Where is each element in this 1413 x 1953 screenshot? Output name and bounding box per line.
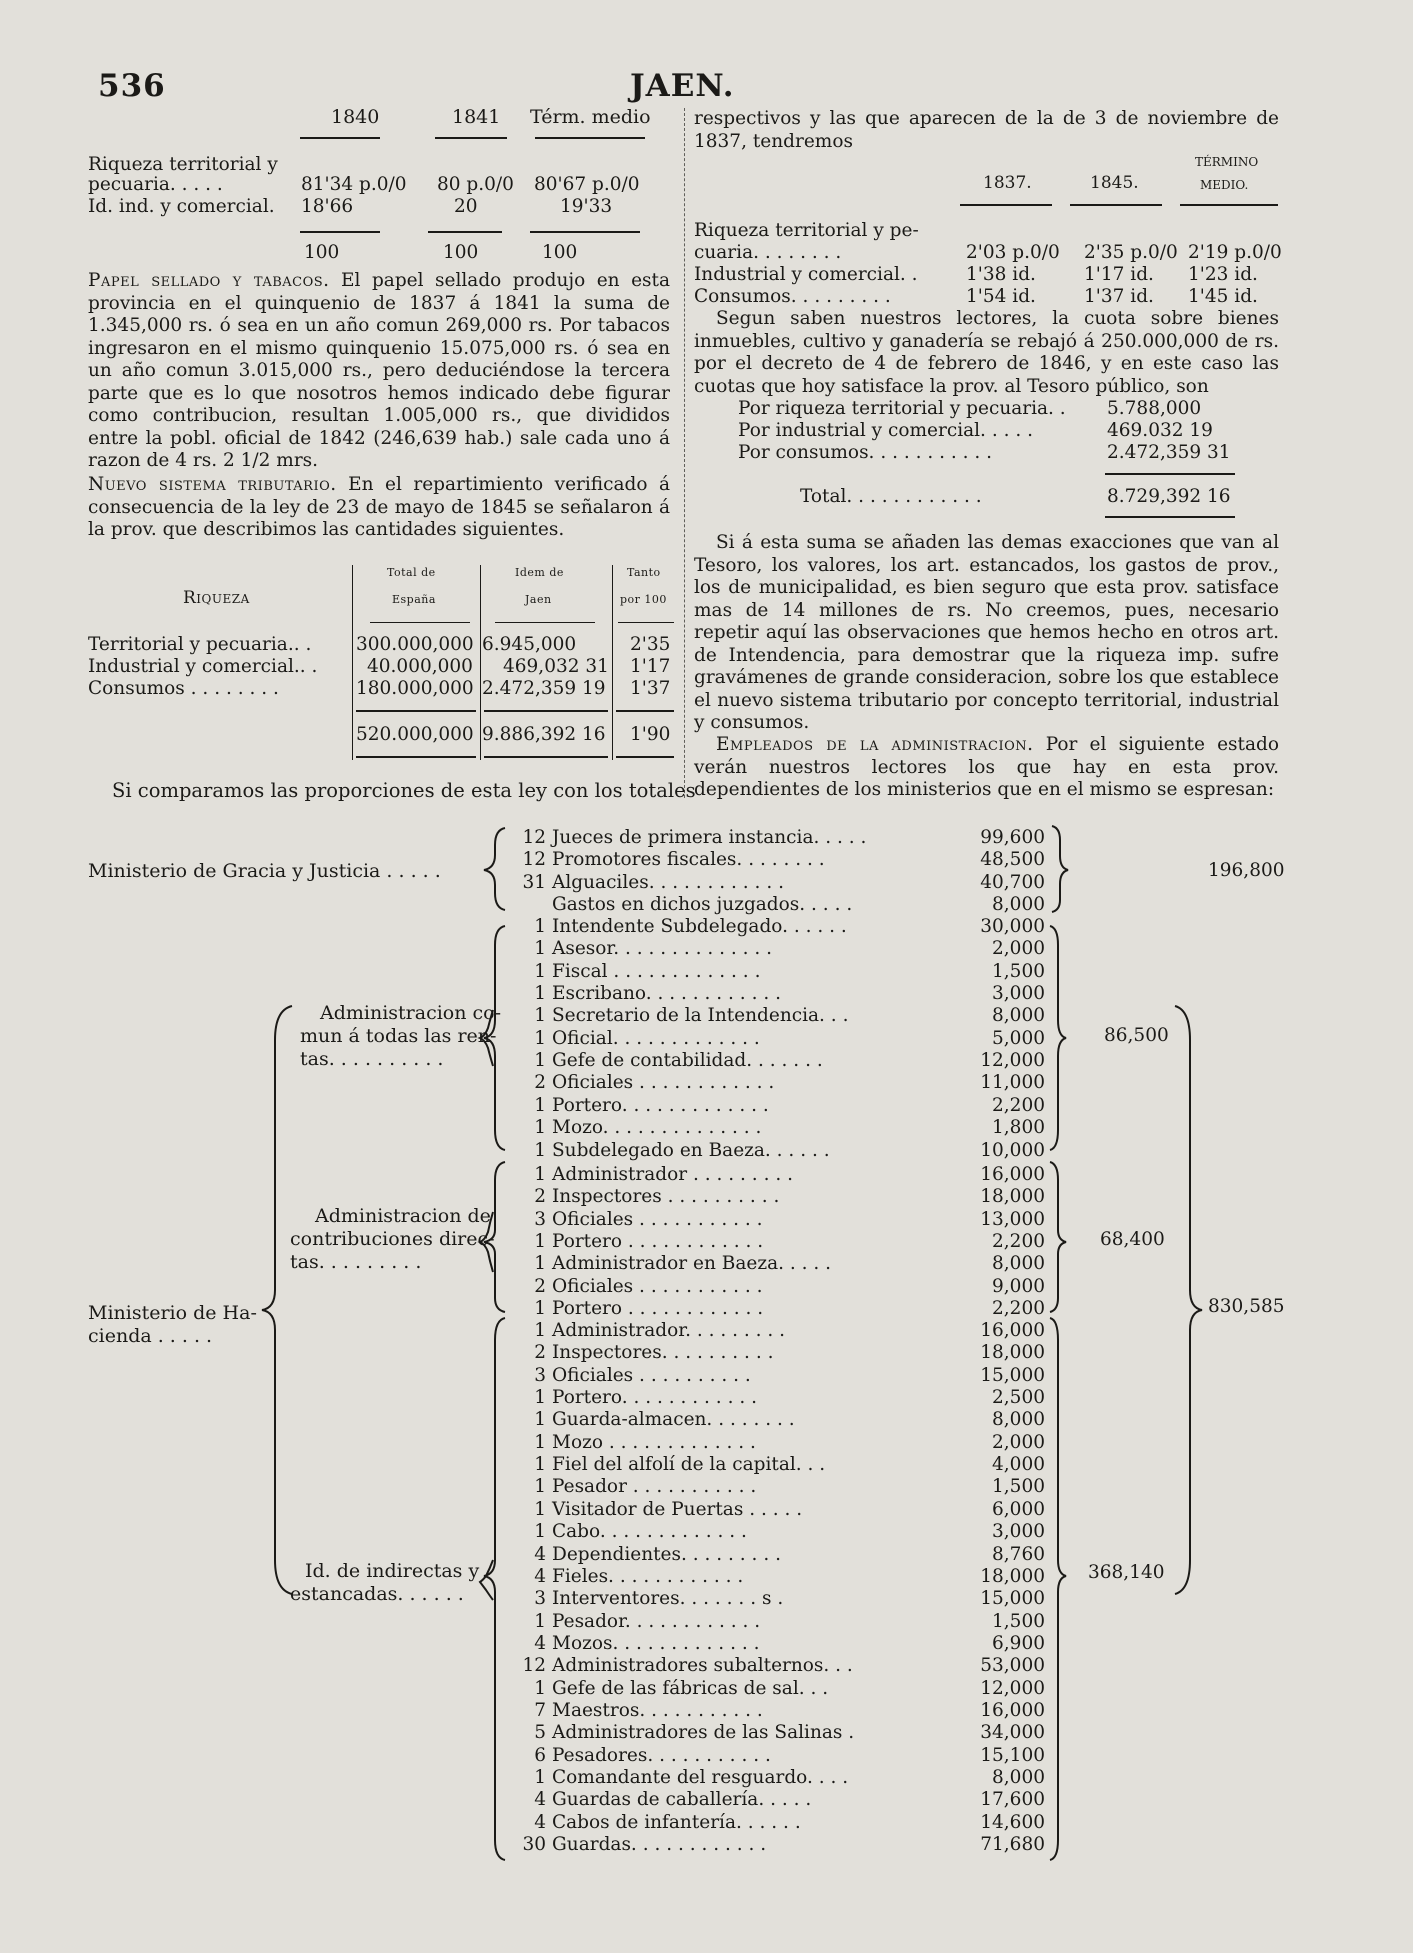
staff-amount: 15,000	[980, 1588, 1045, 1610]
staff-count: 1	[534, 1431, 546, 1453]
staff-amount: 1,800	[992, 1117, 1045, 1139]
table-row	[0, 983, 1413, 1006]
t2-h1b: España	[392, 593, 436, 606]
comun-label1: Administracion co-	[320, 1002, 502, 1024]
t2-total-v2: 9.886,392 16	[482, 724, 606, 745]
staff-count: 1	[534, 1231, 546, 1253]
staff-count: 1	[534, 1454, 546, 1476]
table-row	[0, 1298, 1413, 1321]
staff-description: Guardas. . . . . . . . . . . .	[552, 1834, 767, 1856]
staff-count: 1	[534, 983, 546, 1005]
staff-description: Gefe de contabilidad. . . . . . .	[552, 1050, 823, 1072]
staff-count: 1	[534, 1677, 546, 1699]
staff-description: Oficiales . . . . . . . . . .	[552, 1364, 751, 1386]
table-row	[0, 1767, 1413, 1790]
staff-description: Portero. . . . . . . . . . . .	[552, 1387, 757, 1409]
table-row	[0, 1633, 1413, 1656]
paragraph-comparamos: Si comparamos las proporciones de esta ley con los totales	[112, 779, 696, 802]
t2-total-v3: 1'90	[630, 724, 671, 745]
directas-label1: Administracion de	[315, 1205, 491, 1227]
staff-amount: 2,200	[992, 1298, 1045, 1320]
table-row	[0, 1409, 1413, 1432]
table-row	[0, 1072, 1413, 1095]
staff-amount: 1,500	[992, 1476, 1045, 1498]
staff-amount: 16,000	[980, 1699, 1045, 1721]
staff-description: Inspectores . . . . . . . . . .	[552, 1186, 780, 1208]
table-row	[0, 1432, 1413, 1455]
t4-row3-label: Por consumos. . . . . . . . . . .	[738, 442, 993, 463]
t2-head-label: Riqueza	[183, 588, 250, 608]
table-row	[0, 1209, 1413, 1232]
staff-description: Jueces de primera instancia. . . . .	[552, 827, 867, 848]
staff-amount: 2,500	[992, 1387, 1045, 1409]
comun-total: 86,500	[1104, 1025, 1169, 1046]
comun-label3: tas. . . . . . . . . .	[300, 1048, 444, 1070]
staff-amount: 8,760	[992, 1543, 1045, 1565]
page-title: JAEN.	[630, 68, 735, 104]
staff-description: Pesador. . . . . . . . . . . .	[552, 1610, 761, 1632]
table-row	[0, 1028, 1413, 1051]
t3-row2-v1: 1'38 id.	[966, 264, 1036, 285]
table-row	[0, 1655, 1413, 1678]
staff-description: Gastos en dichos juzgados. . . . .	[552, 894, 853, 916]
t1-row2-v2: 20	[454, 196, 478, 217]
staff-description: Oficiales . . . . . . . . . . . .	[552, 1072, 775, 1094]
staff-amount: 6,900	[992, 1632, 1045, 1654]
staff-amount: 6,000	[992, 1498, 1045, 1520]
staff-description: Administrador . . . . . . . . .	[552, 1164, 793, 1185]
staff-description: Administradores subalternos. . .	[552, 1655, 853, 1677]
paragraph-body: En el repartimiento verificado á consecuencia de la ley de 23 de mayo de 1845 se señalaron á la prov. que describimos las cantidades siguientes.	[88, 474, 670, 540]
staff-amount: 8,000	[992, 1253, 1045, 1275]
t1-col1: 1840	[331, 106, 380, 128]
staff-amount: 13,000	[980, 1208, 1045, 1230]
table-row	[0, 1700, 1413, 1723]
staff-amount: 1,500	[992, 960, 1045, 982]
staff-description: Guardas de caballería. . . . .	[552, 1789, 812, 1811]
t3-row2-label: Industrial y comercial. .	[694, 264, 918, 285]
staff-count: 1	[534, 916, 546, 937]
staff-amount: 3,000	[992, 983, 1045, 1005]
ministry-hacienda-label1: Ministerio de Ha-	[88, 1302, 257, 1324]
staff-count: 1	[534, 1139, 546, 1161]
t2-h3b: por 100	[620, 593, 667, 606]
staff-count: 30	[522, 1834, 546, 1856]
staff-count: 12	[522, 827, 546, 848]
staff-count: 31	[522, 871, 546, 893]
staff-count: 1	[534, 1050, 546, 1072]
staff-description: Fiel del alfolí de la capital. . .	[552, 1454, 826, 1476]
staff-amount: 40,700	[980, 871, 1045, 893]
table-row	[0, 1476, 1413, 1499]
table-row	[0, 1745, 1413, 1768]
staff-count: 1	[534, 1320, 546, 1341]
staff-description: Pesadores. . . . . . . . . . .	[552, 1744, 771, 1766]
table-row	[0, 827, 1413, 850]
t3-row1-v1: 2'03 p.0/0	[966, 242, 1060, 263]
staff-description: Administrador. . . . . . . . .	[552, 1320, 786, 1341]
t2-row1-v1: 300.000,000	[356, 634, 474, 655]
paragraph-si-a-esta-suma: Si á esta suma se añaden las demas exacciones que van al Tesoro, los valores, los art. estancados, los gastos de prov., los de municipalidad, es bien seguro que esta prov. satisface mas de 14 millones de rs. No creemos, pues, necesario repetir aquí las observaciones que hemos hecho en otros art. de Intendencia, para demostrar que la riqueza imp. sufre gravámenes de grande consideracion, sobre los que establece el nuevo sistema tributario por concepto territorial, industrial y consumos.	[694, 532, 1279, 733]
staff-amount: 8,000	[992, 1409, 1045, 1431]
staff-description: Pesador . . . . . . . . . . .	[552, 1476, 757, 1498]
table-row	[0, 1117, 1413, 1140]
table-row	[0, 961, 1413, 984]
t3-col1: 1837.	[983, 173, 1032, 193]
t1-total-v3: 100	[542, 242, 578, 263]
staff-description: Subdelegado en Baeza. . . . . .	[552, 1139, 830, 1161]
staff-description: Mozo. . . . . . . . . . . . . .	[552, 1117, 762, 1139]
t3-col3b: MEDIO.	[1200, 178, 1249, 192]
staff-description: Mozos. . . . . . . . . . . . .	[552, 1632, 760, 1654]
t3-row2-v3: 1'23 id.	[1188, 264, 1258, 285]
t2-row2-v2: 469,032 31	[503, 656, 609, 677]
staff-amount: 1,500	[992, 1610, 1045, 1632]
ministry-gracia-label: Ministerio de Gracia y Justicia . . . . .	[88, 860, 441, 882]
table-row	[0, 1611, 1413, 1634]
t2-row3-label: Consumos . . . . . . . .	[88, 678, 279, 699]
staff-description: Fiscal . . . . . . . . . . . . .	[552, 960, 761, 982]
staff-count: 3	[534, 1364, 546, 1386]
staff-description: Comandante del resguardo. . . .	[552, 1767, 849, 1788]
staff-count: 2	[534, 1342, 546, 1364]
table-row	[0, 1365, 1413, 1388]
staff-description: Oficiales . . . . . . . . . . .	[552, 1208, 763, 1230]
staff-count: 7	[534, 1699, 546, 1721]
table-row	[0, 1544, 1413, 1567]
staff-amount: 2,000	[992, 1431, 1045, 1453]
staff-count: 2	[534, 1275, 546, 1297]
t3-row1-v3: 2'19 p.0/0	[1188, 242, 1282, 263]
staff-amount: 2,200	[992, 1094, 1045, 1116]
t1-row1-v3: 80'67 p.0/0	[534, 174, 640, 195]
staff-amount: 18,000	[980, 1186, 1045, 1208]
table-row	[0, 1812, 1413, 1835]
t2-h1a: Total de	[387, 566, 436, 579]
t2-row2-label: Industrial y comercial.. .	[88, 656, 318, 677]
staff-count: 1	[534, 1164, 546, 1185]
paragraph-body: El papel sellado produjo en esta provincia en el quinquenio de 1837 á 1841 la suma de 1.345,000 rs. ó sea en un año comun 269,000 rs. Por tabacos ingresaron en el mismo quinquenio 15.075,000 rs. ó sea en un año comun 3.015,000 rs., pero deduciéndose la tercera parte que es lo que nosotros hemos indicado debe figurar como contribucion, resultan 1.005,000 rs., que divididos entre la pobl. oficial de 1842 (246,639 hab.) sale cada uno á razon de 4 rs. 2 1/2 mrs.	[88, 270, 670, 471]
table-row	[0, 1050, 1413, 1073]
t1-total-v1: 100	[304, 242, 340, 263]
staff-amount: 8,000	[992, 1005, 1045, 1027]
t3-row2-v2: 1'17 id.	[1084, 264, 1154, 285]
table-row	[0, 1588, 1413, 1611]
staff-count: 3	[534, 1588, 546, 1610]
staff-count: 1	[534, 1253, 546, 1275]
staff-count: 4	[534, 1565, 546, 1587]
staff-description: Oficial. . . . . . . . . . . . .	[552, 1027, 760, 1049]
comun-label2: mun á todas las ren-	[300, 1025, 497, 1047]
staff-description: Administrador en Baeza. . . . .	[552, 1253, 832, 1275]
t2-h3a: Tanto	[627, 566, 661, 579]
table-row	[0, 1387, 1413, 1410]
staff-count: 5	[534, 1722, 546, 1744]
t1-row2-v3: 19'33	[560, 196, 613, 217]
table-row	[0, 916, 1413, 939]
directas-label3: tas. . . . . . . . .	[290, 1251, 422, 1273]
t4-row3-value: 2.472,359 31	[1107, 442, 1231, 463]
staff-description: Dependientes. . . . . . . . .	[552, 1543, 781, 1565]
t4-total-value: 8.729,392 16	[1107, 486, 1231, 507]
t2-row2-v1: 40.000,000	[367, 656, 473, 677]
table-row	[0, 1095, 1413, 1118]
page-number: 536	[98, 68, 166, 104]
staff-count: 4	[534, 1543, 546, 1565]
t2-row1-label: Territorial y pecuaria.. .	[88, 634, 312, 655]
staff-description: Fieles. . . . . . . . . . . .	[552, 1565, 744, 1587]
table-row	[0, 1789, 1413, 1812]
table-row	[0, 1521, 1413, 1544]
table-row	[0, 849, 1413, 872]
staff-amount: 99,600	[980, 827, 1045, 848]
t2-row3-v1: 180.000,000	[356, 678, 474, 699]
staff-amount: 9,000	[992, 1275, 1045, 1297]
t3-row3-label: Consumos. . . . . . . . .	[694, 286, 891, 307]
staff-count: 1	[534, 1767, 546, 1788]
table-row	[0, 894, 1413, 917]
staff-count: 3	[534, 1208, 546, 1230]
staff-count: 4	[534, 1789, 546, 1811]
staff-description: Portero . . . . . . . . . . . .	[552, 1298, 764, 1320]
staff-amount: 30,000	[980, 916, 1045, 937]
t4-row1-label: Por riqueza territorial y pecuaria. .	[738, 398, 1066, 419]
staff-amount: 18,000	[980, 1565, 1045, 1587]
staff-description: Interventores. . . . . . . s .	[552, 1588, 784, 1610]
table-row	[0, 1834, 1413, 1857]
t3-col3a: TÉRMINO	[1195, 155, 1259, 169]
t3-row3-v1: 1'54 id.	[966, 286, 1036, 307]
staff-count: 1	[534, 960, 546, 982]
staff-description: Intendente Subdelegado. . . . . .	[552, 916, 847, 937]
t4-row2-label: Por industrial y comercial. . . . .	[738, 420, 1033, 441]
staff-amount: 10,000	[980, 1139, 1045, 1161]
paragraph-heading: Nuevo sistema tributario.	[88, 474, 337, 495]
staff-count: 1	[534, 1094, 546, 1116]
staff-description: Visitador de Puertas . . . . .	[552, 1498, 803, 1520]
staff-description: Promotores fiscales. . . . . . . .	[552, 849, 825, 871]
staff-count: 12	[522, 1655, 546, 1677]
table-row	[0, 1140, 1413, 1163]
t1-row1-label2: pecuaria. . . . .	[88, 174, 223, 195]
staff-count: 6	[534, 1744, 546, 1766]
staff-amount: 18,000	[980, 1342, 1045, 1364]
staff-amount: 3,000	[992, 1521, 1045, 1543]
staff-description: Alguaciles. . . . . . . . . . . .	[552, 871, 784, 893]
staff-amount: 34,000	[980, 1722, 1045, 1744]
staff-count: 1	[534, 1476, 546, 1498]
staff-description: Oficiales . . . . . . . . . . .	[552, 1275, 763, 1297]
ministry-hacienda-label2: cienda . . . . .	[88, 1325, 213, 1347]
t2-row3-v2: 2.472,359 19	[482, 678, 606, 699]
table-row	[0, 1253, 1413, 1276]
t1-col3: Térm. medio	[530, 106, 651, 128]
staff-description: Escribano. . . . . . . . . . . .	[552, 983, 781, 1005]
staff-amount: 15,100	[980, 1744, 1045, 1766]
staff-amount: 5,000	[992, 1027, 1045, 1049]
staff-amount: 15,000	[980, 1364, 1045, 1386]
staff-description: Portero . . . . . . . . . . . .	[552, 1231, 764, 1253]
staff-count: 2	[534, 1072, 546, 1094]
t2-row1-v2: 6.945,000	[482, 634, 577, 655]
staff-count: 1	[534, 1409, 546, 1431]
t2-row2-v3: 1'17	[630, 656, 671, 677]
table-row	[0, 872, 1413, 895]
t4-row2-value: 469.032 19	[1107, 420, 1213, 441]
t1-row2-v1: 18'66	[301, 196, 354, 217]
staff-count: 4	[534, 1811, 546, 1833]
staff-amount: 48,500	[980, 849, 1045, 871]
t3-row3-v3: 1'45 id.	[1188, 286, 1258, 307]
table-row	[0, 1499, 1413, 1522]
t3-col2: 1845.	[1090, 173, 1139, 193]
t3-row3-v2: 1'37 id.	[1084, 286, 1154, 307]
staff-count: 1	[534, 938, 546, 960]
staff-amount: 17,600	[980, 1789, 1045, 1811]
t4-total-label: Total. . . . . . . . . . . .	[800, 486, 982, 507]
table-row	[0, 1005, 1413, 1028]
table-row	[0, 1320, 1413, 1343]
staff-count: 4	[534, 1632, 546, 1654]
staff-amount: 11,000	[980, 1072, 1045, 1094]
t1-row1-label1: Riqueza territorial y	[88, 154, 278, 175]
t2-total-v1: 520.000,000	[356, 724, 474, 745]
staff-description: Secretario de la Intendencia. . .	[552, 1005, 849, 1027]
staff-count: 1	[534, 1498, 546, 1520]
staff-count: 1	[534, 1027, 546, 1049]
staff-count: 1	[534, 1610, 546, 1632]
t2-h2a: Idem de	[515, 566, 564, 579]
staff-amount: 8,000	[992, 894, 1045, 916]
staff-description: Guarda-almacen. . . . . . . .	[552, 1409, 795, 1431]
table-row	[0, 1454, 1413, 1477]
staff-count: 2	[534, 1186, 546, 1208]
directas-total: 68,400	[1100, 1229, 1165, 1250]
table-row	[0, 1231, 1413, 1254]
paragraph-heading: Papel sellado y tabacos.	[88, 270, 330, 291]
staff-description: Cabos de infantería. . . . . .	[552, 1811, 801, 1833]
table-row	[0, 938, 1413, 961]
paragraph-heading: Empleados de la administracion.	[716, 734, 1034, 755]
staff-description: Asesor. . . . . . . . . . . . . .	[552, 938, 773, 960]
staff-amount: 2,200	[992, 1231, 1045, 1253]
staff-count: 1	[534, 1298, 546, 1320]
staff-description: Maestros. . . . . . . . . . .	[552, 1699, 763, 1721]
staff-amount: 71,680	[980, 1834, 1045, 1856]
table-row	[0, 1276, 1413, 1299]
t3-row1-label1: Riqueza territorial y pe-	[694, 220, 919, 241]
table-row	[0, 1566, 1413, 1589]
t1-row1-v2: 80 p.0/0	[437, 174, 514, 195]
staff-description: Mozo . . . . . . . . . . . . .	[552, 1431, 756, 1453]
t2-h2b: Jaen	[525, 593, 552, 606]
t2-row1-v3: 2'35	[630, 634, 671, 655]
t1-row1-v1: 81'34 p.0/0	[301, 174, 407, 195]
paragraph-body: Por el siguiente estado verán nuestros lectores los que hay en esta prov. dependientes de los ministerios que en el mismo se espresan:	[694, 734, 1279, 800]
staff-count: 1	[534, 1387, 546, 1409]
table-row	[0, 1164, 1413, 1187]
t3-row1-label2: cuaria. . . . . . . .	[694, 242, 842, 263]
t3-row1-v2: 2'35 p.0/0	[1084, 242, 1178, 263]
t1-total-v2: 100	[443, 242, 479, 263]
staff-description: Inspectores. . . . . . . . . .	[552, 1342, 774, 1364]
t2-row3-v3: 1'37	[630, 678, 671, 699]
indirectas-label2: estancadas. . . . . .	[290, 1583, 464, 1605]
paragraph-segun-saben: Segun saben nuestros lectores, la cuota sobre bienes inmuebles, cultivo y ganadería se rebajó á 250.000,000 de rs. por el decreto de 4 de febrero de 1846, y en este caso las cuotas que hoy satisface la prov. al Tesoro público, son	[694, 308, 1279, 397]
t4-row1-value: 5.788,000	[1107, 398, 1202, 419]
indirectas-total: 368,140	[1088, 1562, 1165, 1583]
staff-amount: 53,000	[980, 1655, 1045, 1677]
ministry-gracia-total: 196,800	[1208, 860, 1285, 881]
staff-count: 1	[534, 1117, 546, 1139]
staff-amount: 16,000	[980, 1164, 1045, 1185]
staff-amount: 4,000	[992, 1454, 1045, 1476]
paragraph-respectivos: respectivos y las que aparecen de la de 3 de noviembre de 1837, tendremos	[694, 108, 1279, 152]
ministry-hacienda-total: 830,585	[1208, 1296, 1285, 1317]
staff-count: 1	[534, 1005, 546, 1027]
staff-amount: 16,000	[980, 1320, 1045, 1341]
staff-count: 1	[534, 1521, 546, 1543]
staff-description: Portero. . . . . . . . . . . . .	[552, 1094, 769, 1116]
staff-description: Cabo. . . . . . . . . . . . .	[552, 1521, 747, 1543]
table-row	[0, 1722, 1413, 1745]
indirectas-label1: Id. de indirectas y	[305, 1560, 480, 1582]
staff-count: 12	[522, 849, 546, 871]
table-row	[0, 1342, 1413, 1365]
staff-description: Gefe de las fábricas de sal. . .	[552, 1677, 829, 1699]
staff-amount: 14,600	[980, 1811, 1045, 1833]
staff-amount: 2,000	[992, 938, 1045, 960]
staff-description: Administradores de las Salinas .	[552, 1722, 855, 1744]
staff-amount: 12,000	[980, 1050, 1045, 1072]
staff-amount: 8,000	[992, 1767, 1045, 1788]
t1-col2: 1841	[452, 106, 501, 128]
directas-label2: contribuciones direc-	[290, 1228, 495, 1250]
table-row	[0, 1678, 1413, 1701]
t1-row2-label: Id. ind. y comercial.	[88, 196, 275, 217]
staff-amount: 12,000	[980, 1677, 1045, 1699]
table-row	[0, 1186, 1413, 1209]
